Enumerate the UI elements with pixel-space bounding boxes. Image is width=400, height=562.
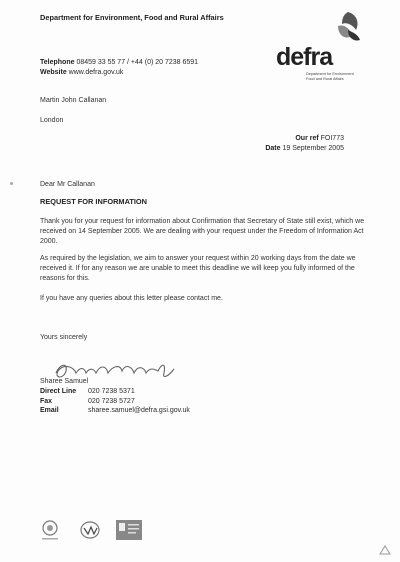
email-row — [40, 406, 190, 416]
our-ref — [295, 135, 344, 142]
recycled-paper-icon — [378, 544, 392, 556]
letter-heading: REQUEST FOR INFORMATION — [40, 197, 148, 206]
direct-line-value: 020 7238 5371 — [88, 388, 135, 395]
date-label: Date — [265, 145, 281, 152]
investors-in-people-icon — [42, 521, 58, 540]
contact-details — [40, 387, 190, 416]
logo-subtitle-line2: Food and Rural Affairs — [306, 77, 344, 81]
defra-logo — [276, 10, 366, 80]
website-label: Website — [40, 69, 67, 76]
date-value: 19 September 2005 — [282, 145, 344, 152]
telephone-value: 08459 33 55 77 / +44 (0) 20 7238 6591 — [76, 59, 199, 66]
department-name: Department for Environment, Food and Rural Affairs — [40, 13, 224, 22]
letter-date — [265, 145, 344, 152]
telephone-label: Telephone — [40, 59, 75, 66]
award-badge-icon — [81, 522, 99, 538]
direct-line-label: Direct Line — [40, 388, 77, 395]
logo-wordmark: defra — [276, 43, 333, 71]
telephone-line — [40, 59, 198, 66]
charter-mark-icon — [116, 520, 142, 540]
accreditation-logos — [40, 518, 150, 544]
fax-value: 020 7238 5727 — [88, 397, 135, 405]
body-paragraph-2: As required by the legislation, we aim to answer your request within 20 working days from the date we received it. If for any reason we are unable to meet this deadline we will keep you fully informed of the reasons for this. — [40, 255, 356, 282]
recipient-city: London — [40, 117, 64, 124]
our-ref-value: FOI773 — [320, 135, 344, 142]
website-value: www.defra.gov.uk — [68, 69, 124, 76]
email-value: sharee.samuel@defra.gsi.gov.uk — [88, 407, 190, 414]
our-ref-label: Our ref — [295, 135, 319, 142]
fax-label: Fax — [40, 397, 53, 405]
email-label: Email — [40, 407, 59, 414]
signatory-name: Sharee Samuel — [40, 378, 89, 385]
closing: Yours sincerely — [40, 334, 88, 341]
logo-subtitle-line1: Department for Environment — [306, 72, 354, 76]
body-paragraph-1: Thank you for your request for information about Confirmation that Secretary of State still exist, which we received on 14 September 2005. We are dealing with your request under the Freedom of Information Act 2000. — [40, 218, 365, 245]
scan-mark — [10, 182, 13, 185]
direct-line-row — [40, 387, 190, 397]
leaf-emblem-icon — [334, 10, 362, 42]
body-paragraph-3: If you have any queries about this letter please contact me. — [40, 295, 223, 302]
recipient-name: Martin John Callanan — [40, 97, 107, 104]
salutation: Dear Mr Callanan — [40, 181, 95, 188]
fax-row — [40, 397, 190, 407]
website-line — [40, 69, 123, 76]
